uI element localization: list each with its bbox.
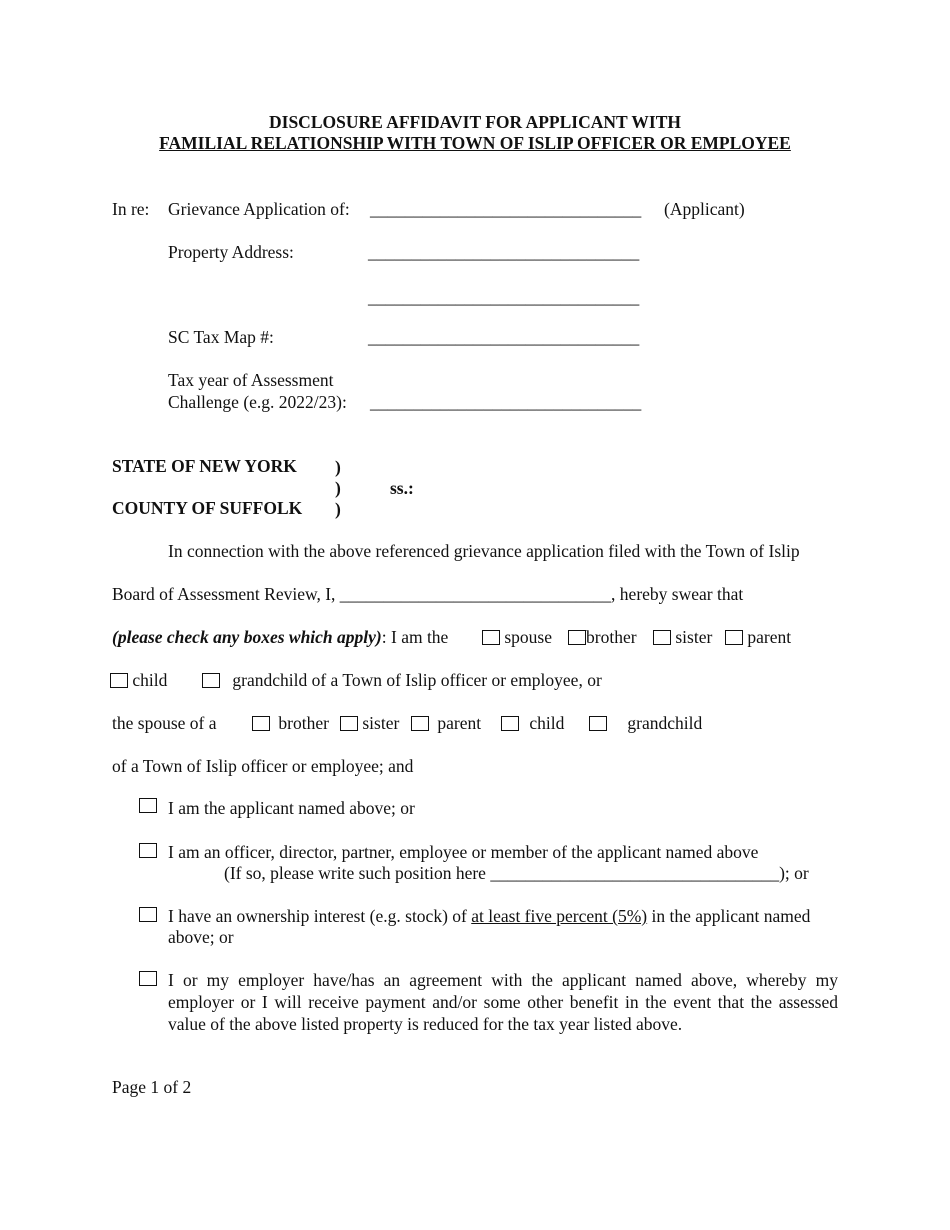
grandchild-checkbox[interactable] <box>202 673 220 688</box>
spouse-label: spouse <box>504 627 553 647</box>
spouse-grandchild-label: grandchild <box>627 713 703 733</box>
grandchild-option[interactable] <box>202 669 602 691</box>
applicant-suffix: (Applicant) <box>664 199 745 219</box>
ss-label: ss.: <box>390 478 414 498</box>
spouse-brother-label: brother <box>278 713 329 733</box>
child-label: child <box>132 670 168 690</box>
property-address-label: Property Address: <box>168 242 294 262</box>
county-label: COUNTY OF SUFFOLK <box>112 498 303 518</box>
tax-map-label: SC Tax Map #: <box>168 327 274 347</box>
option-agreement-checkbox[interactable] <box>139 971 157 986</box>
option-agreement-label: I or my employer have/has an agreement with the applicant named above, whereby my employer or I will receive payment and/or some other benefit in the event that the assessed value of the above listed property is reduced for the tax year listed above. <box>168 970 838 1034</box>
position-prompt: (If so, please write such position here <box>224 863 486 883</box>
spouse-checkbox[interactable] <box>482 630 500 645</box>
property-address-field-2[interactable]: _______________________________ <box>368 287 640 307</box>
option-officer-label: I am an officer, director, partner, employee or member of the applicant named above <box>168 842 759 862</box>
officer-line: of a Town of Islip officer or employee; and <box>112 756 414 776</box>
ownership-text-b: in the applicant named <box>651 906 811 926</box>
spouse-grandchild-option[interactable] <box>589 712 702 734</box>
spouse-child-checkbox[interactable] <box>501 716 519 731</box>
in-re-label: In re: <box>112 199 150 219</box>
spouse-grandchild-checkbox[interactable] <box>589 716 607 731</box>
option-ownership-line-1 <box>168 905 810 927</box>
sister-option[interactable] <box>653 626 712 648</box>
spouse-sister-label: sister <box>362 713 400 733</box>
state-label: STATE OF NEW YORK <box>112 456 297 476</box>
brother-option[interactable] <box>568 626 637 648</box>
spouse-sister-option[interactable] <box>340 712 399 734</box>
property-address-field-1[interactable]: _______________________________ <box>368 242 640 262</box>
grandchild-label: grandchild of a Town of Islip officer or employee, or <box>232 670 602 690</box>
tax-map-field[interactable]: _______________________________ <box>368 327 640 347</box>
tax-year-field[interactable]: _______________________________ <box>370 392 642 412</box>
ownership-text-a: I have an ownership interest (e.g. stock) of <box>168 906 467 926</box>
parent-checkbox[interactable] <box>725 630 743 645</box>
spouse-child-label: child <box>529 713 565 733</box>
venue-paren-3: ) <box>335 499 341 519</box>
child-checkbox[interactable] <box>110 673 128 688</box>
spouse-parent-label: parent <box>437 713 482 733</box>
option-ownership-checkbox[interactable] <box>139 907 157 922</box>
venue-paren-1: ) <box>335 457 341 477</box>
spouse-parent-option[interactable] <box>411 712 481 734</box>
parent-label: parent <box>747 627 792 647</box>
ownership-threshold: at least five percent (5%) <box>471 906 648 926</box>
spouse-brother-checkbox[interactable] <box>252 716 270 731</box>
para-line-2-start: Board of Assessment Review, I, <box>112 584 336 604</box>
spouse-of-label: the spouse of a <box>112 713 217 733</box>
title-line-2: FAMILIAL RELATIONSHIP WITH TOWN OF ISLIP OFFICER OR EMPLOYEE <box>159 133 791 153</box>
sister-label: sister <box>675 627 713 647</box>
tax-year-label-1: Tax year of Assessment <box>168 370 334 390</box>
spouse-option[interactable] <box>482 626 552 648</box>
page-number: Page 1 of 2 <box>112 1077 192 1097</box>
venue-paren-2: ) <box>335 478 341 498</box>
option-ownership-line-2: above; or <box>168 927 234 947</box>
option-applicant-label: I am the applicant named above; or <box>168 798 415 818</box>
check-prompt-tail: : I am the <box>381 627 449 647</box>
check-prompt-line <box>112 626 448 648</box>
para-line-1: In connection with the above referenced grievance application filed with the Town of Islip <box>168 541 800 561</box>
para-line-2-end: , hereby swear that <box>611 584 744 604</box>
check-prompt: (please check any boxes which apply) <box>112 627 382 647</box>
spouse-parent-checkbox[interactable] <box>411 716 429 731</box>
tax-year-label-2: Challenge (e.g. 2022/23): <box>168 392 347 412</box>
spouse-sister-checkbox[interactable] <box>340 716 358 731</box>
position-suffix: ); or <box>779 863 809 883</box>
affiant-name-field[interactable]: _______________________________ <box>339 584 612 604</box>
grievance-applicant-field[interactable]: _______________________________ <box>370 199 642 219</box>
position-field[interactable]: _________________________________ <box>490 863 780 883</box>
grievance-label: Grievance Application of: <box>168 199 350 219</box>
title-line-1: DISCLOSURE AFFIDAVIT FOR APPLICANT WITH <box>269 112 681 132</box>
sister-checkbox[interactable] <box>653 630 671 645</box>
para-line-2 <box>112 583 743 605</box>
option-officer-position-line <box>224 862 809 884</box>
spouse-brother-option[interactable] <box>252 712 329 734</box>
brother-label: brother <box>586 627 637 647</box>
child-option[interactable] <box>110 669 167 691</box>
spouse-child-option[interactable] <box>501 712 564 734</box>
parent-option[interactable] <box>725 626 791 648</box>
option-applicant-checkbox[interactable] <box>139 798 157 813</box>
brother-checkbox[interactable] <box>568 630 586 645</box>
option-officer-checkbox[interactable] <box>139 843 157 858</box>
